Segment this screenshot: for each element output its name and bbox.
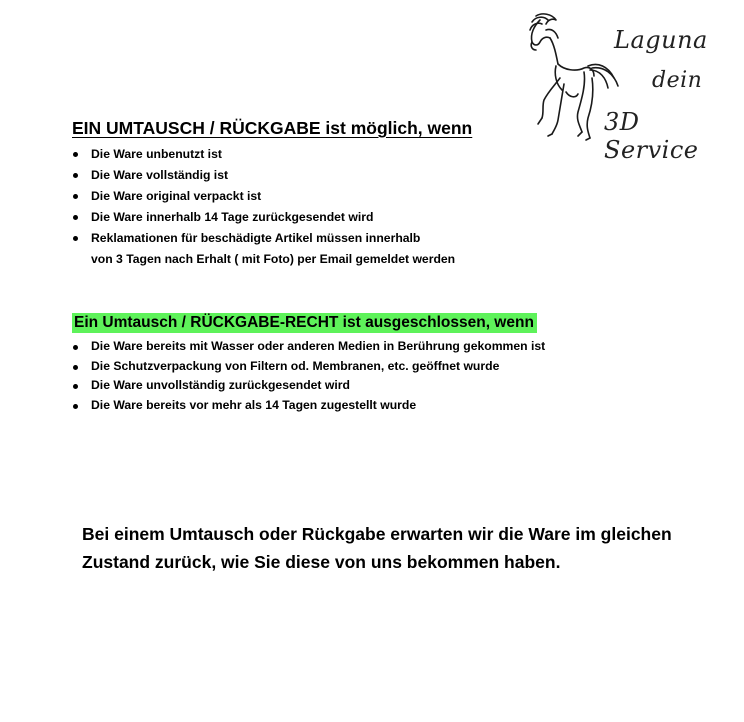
closing-statement: Bei einem Umtausch oder Rückgabe erwarten wir die Ware im gleichen Zustand zurück, wie Sie diese von uns bekommen haben.	[82, 524, 672, 572]
list-item-continuation: von 3 Tagen nach Erhalt ( mit Foto) per Email gemeldet werden	[91, 252, 456, 266]
exclusion-conditions-list	[72, 337, 545, 415]
list-item: Die Ware innerhalb 14 Tage zurückgesendet wird	[72, 207, 455, 228]
list-item: Die Ware unbenutzt ist	[72, 144, 455, 165]
list-item: Die Ware bereits vor mehr als 14 Tagen zugestellt wurde	[72, 396, 545, 416]
return-conditions-list	[72, 144, 455, 270]
section-return-excluded-heading: Ein Umtausch / RÜCKGABE-RECHT ist ausgeschlossen, wenn	[72, 313, 537, 333]
logo-subtitle: dein	[652, 68, 703, 93]
list-item: Die Ware vollständig ist	[72, 165, 455, 186]
logo-tagline: 3D Service	[604, 108, 699, 164]
list-item	[72, 228, 455, 270]
logo	[522, 8, 732, 164]
section-return-possible-heading: EIN UMTAUSCH / RÜCKGABE ist möglich, wenn	[72, 118, 473, 138]
list-item: Die Ware original verpackt ist	[72, 186, 455, 207]
list-item: Die Schutzverpackung von Filtern od. Membranen, etc. geöffnet wurde	[72, 357, 545, 377]
list-item: Die Ware bereits mit Wasser oder anderen Medien in Berührung gekommen ist	[72, 337, 545, 357]
list-item: Die Ware unvollständig zurückgesendet wird	[72, 376, 545, 396]
logo-title: Laguna	[614, 26, 708, 54]
list-item-text: Reklamationen für beschädigte Artikel müssen innerhalb	[91, 231, 421, 245]
